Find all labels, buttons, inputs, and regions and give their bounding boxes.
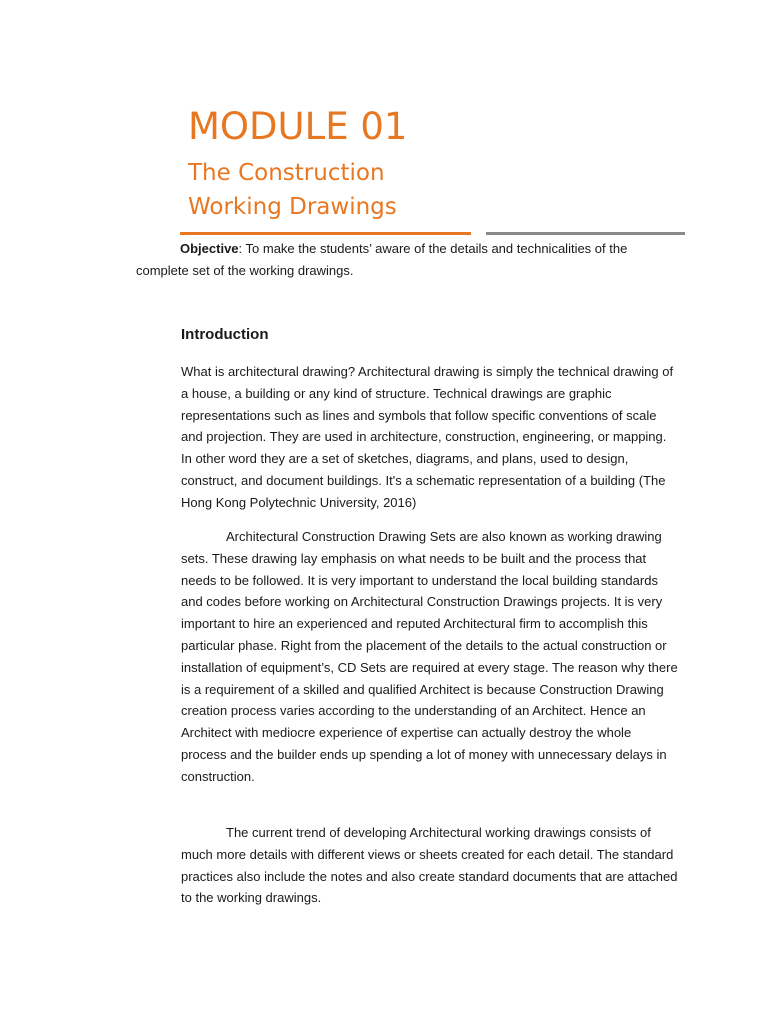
introduction-heading: Introduction [181,326,269,343]
intro-paragraph-1: What is architectural drawing? Architectural drawing is simply the technical drawing of a house, a building or any kind of structure. Technical drawings are graphic representations such as lines and symbols that follow specific conventions of scale and projection. They are used in architecture, construction, engineering, or mapping. In other word they are a set of sketches, diagrams, and plans, used to design, construct, and document buildings. It's a schematic representation of a building (The Hong Kong Polytechnic University, 2016) [181,364,674,510]
module-subtitle [188,156,397,224]
subtitle-line-2: Working Drawings [188,194,397,220]
title-underline-orange [180,232,471,235]
objective-label: Objective [180,241,239,256]
title-underline-gray [486,232,685,235]
objective-paragraph [136,238,676,282]
module-title: MODULE 01 [188,105,408,148]
intro-paragraph-2: Architectural Construction Drawing Sets are also known as working drawing sets. These drawing lay emphasis on what needs to be built and the process that needs to be followed. It is very important to understand the local building standards and codes before working on Architectural Construction Drawings projects. It is very important to hire an experienced and reputed Architectural firm to accomplish this particular phase. Right from the placement of the details to the actual construction or installation of equipment’s, CD Sets are required at every stage. The reason why there is a requirement of a skilled and qualified Architect is because Construction Drawing creation process varies according to the understanding of an Architect. Hence an Architect with mediocre experience of expertise can actually destroy the whole process and the builder ends up spending a lot of money with unnecessary delays in construction. [181,529,678,784]
intro-paragraph-3: The current trend of developing Architectural working drawings consists of much more details with different views or sheets created for each detail. The standard practices also include the notes and also create standard documents that are attached to the working drawings. [181,825,678,906]
objective-text: : To make the students’ aware of the details and technicalities of the complete set of the working drawings. [136,241,628,278]
subtitle-line-1: The Construction [188,160,385,186]
